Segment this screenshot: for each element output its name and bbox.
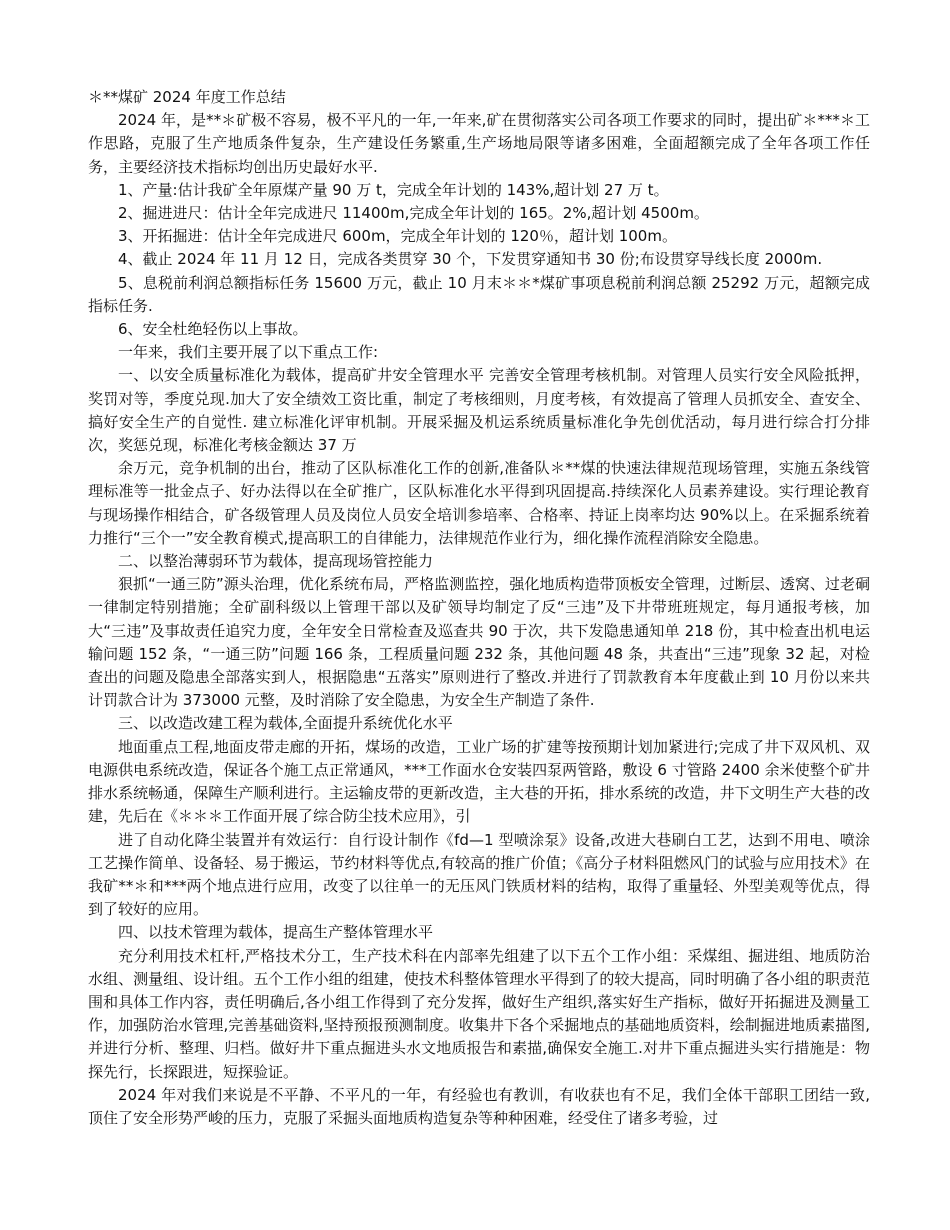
paragraph-development: 3、开拓掘进：估计全年完成进尺 600m，完成全年计划的 120％，超计划 100m。 (118, 227, 677, 246)
paragraph-safety: 6、安全杜绝轻伤以上事故。 (118, 320, 308, 339)
paragraph-section-1: 一、以安全质量标准化为载体，提高矿井安全管理水平 完善安全管理考核机制。对管理人员实行安全风险抵押，奖罚对等，季度兑现.加大了安全绩效工资比重，制定了考核细则，月度考核，有效提高了管理人员抓安全、查安全、搞好安全生产的自觉性. 建立标准化评审机制。开展采掘及机运系统质量标准化争先创优活动，每月进行综合打分排次，奖惩兑现，标准化考核金额达 37 万 (88, 366, 870, 455)
paragraph-profit: 5、息税前利润总额指标任务 15600 万元，截止 10 月末＊＊*煤矿事项息税前利润总额 25292 万元，超额完成指标任务. (88, 273, 870, 315)
section-heading-2: 二、以整治薄弱环节为载体，提高现场管控能力 (118, 552, 434, 571)
paragraph-penetration: 4、截止 2024 年 11 月 12 日，完成各类贯穿 30 个，下发贯穿通知书 30 份;布设贯穿导线长度 2000m. (118, 250, 823, 269)
section-heading-4: 四、以技术管理为载体，提高生产整体管理水平 (118, 923, 434, 942)
paragraph-section-2: 狠抓“一通三防”源头治理，优化系统布局，严格监测监控，强化地质构造带顶板安全管理，过断层、透窝、过老硐一律制定特别措施；全矿副科级以上管理干部以及矿领导均制定了反“三违”及下井带班班规定，每月通报考核，加大“三违”及事故责任追究力度，全年安全日常检查及巡查共 90 于次，共下发隐患通知单 218 份，其中检查出机电运输问题 152 条，“一通三防”问题 166 条，工程质量问题 232 条，其他问题 48 条，共查出“三违”现象 32 起，对检查出的问题及隐患全部落实到人，根据隐患“五落实”原则进行了整改.并进行了罚款教育本年度截止到 10 月份以来共计罚款合计为 373000 元整，及时消除了安全隐患，为安全生产制造了条件. (88, 575, 870, 710)
paragraph-key-work-intro: 一年来，我们主要开展了以下重点工作: (118, 343, 379, 362)
paragraph-conclusion: 2024 年对我们来说是不平静、不平凡的一年，有经验也有教训，有收获也有不足，我们全体干部职工团结一致,顶住了安全形势严峻的压力，克服了采掘头面地质构造复杂等种种困难，经受住了诸多考验，过 (88, 1085, 870, 1127)
paragraph-section-4: 充分利用技术杠杆,严格技术分工，生产技术科在内部率先组建了以下五个工作小组：采煤组、掘进组、地质防治水组、测量组、设计组。五个工作小组的组建，使技术科整体管理水平得到了的较大提高，同时明确了各小组的职责范围和具体工作内容，责任明确后,各小组工作得到了充分发挥，做好生产组织,落实好生产指标，做好开拓掘进及测量工作，加强防治水管理,完善基础资料,坚持预报预测制度。收集井下各个采掘地点的基础地质资料，绘制掘进地质素描图,并进行分析、整理、归档。做好井下重点掘进头水文地质报告和素描,确保安全施工.对井下重点掘进头实行措施是：物探先行，长探跟进，短探验证。 (88, 946, 870, 1081)
paragraph-output: 1、产量:估计我矿全年原煤产量 90 万 t，完成全年计划的 143%,超计划 27 万 t。 (118, 180, 669, 199)
paragraph-section-1-cont: 余万元，竞争机制的出台，推动了区队标准化工作的创新,准备队＊**煤的快速法律规范现场管理，实施五条线管理标准等一批金点子、好办法得以在全矿推广，区队标准化水平得到巩固提高.持续深化人员素养建设。实行理论教育与现场操作相结合，矿各级管理人员及岗位人员安全培训参培率、合格率、持证上岗率均达 90%以上。在采掘系统着力推行“三个一”安全教育模式,提高职工的自律能力，法律规范作业行为，细化操作流程消除安全隐患。 (88, 459, 870, 547)
paragraph-section-3-cont: 进了自动化降尘装置并有效运行：自行设计制作《fd—1 型喷涂泵》设备,改进大巷刷白工艺，达到不用电、喷涂工艺操作简单、设备轻、易于搬运，节约材料等优点,有较高的推广价值；《高分子材料阻燃风门的试验与应用技术》在我矿**＊和***两个地点进行应用，改变了以往单一的无压风门铁质材料的结构，取得了重量轻、外型美观等优点，得到了较好的应用。 (88, 830, 870, 919)
paragraph-tunneling: 2、掘进进尺：估计全年完成进尺 11400m,完成全年计划的 165。2%,超计划 4500m。 (118, 204, 709, 223)
paragraph-intro: 2024 年，是**＊矿极不容易，极不平凡的一年,一年来,矿在贯彻落实公司各项工作要求的同时，提出矿＊***＊工作思路，克服了生产地质条件复杂，生产建设任务繁重,生产场地局限等诸多困难，全面超额完成了全年各项工作任务，主要经济技术指标均创出历史最好水平. (88, 111, 870, 176)
document-title: ＊**煤矿 2024 年度工作总结 (88, 88, 286, 106)
paragraph-section-3: 地面重点工程,地面皮带走廊的开拓，煤场的改造，工业广场的扩建等按预期计划加紧进行;完成了井下双风机、双电源供电系统改造，保证各个施工点正常通风，***工作面水仓安装四泵两管路，敷设 6 寸管路 2400 余米使整个矿井排水系统畅通，保障生产顺利进行。主运输皮带的更新改造，主大巷的开拓，排水系统的改造，井下文明生产大巷的改建，先后在《＊＊＊工作面开展了综合防尘技术应用》，引 (88, 737, 870, 826)
section-heading-3: 三、以改造改建工程为载体,全面提升系统优化水平 (118, 714, 453, 733)
document-page (88, 86, 870, 1130)
